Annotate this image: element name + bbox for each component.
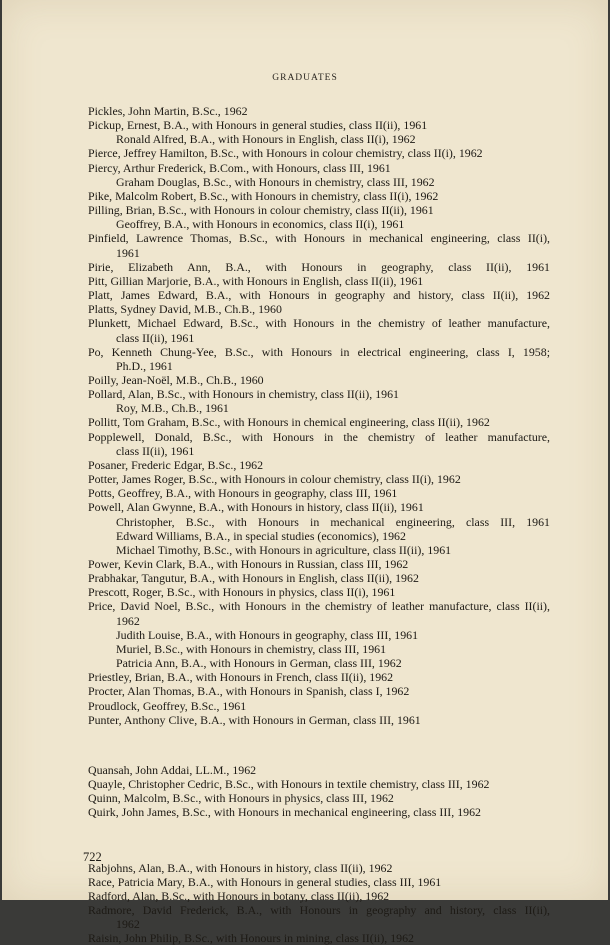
graduate-sub-entry: Graham Douglas, B.Sc., with Honours in chemistry, class III, 1962 [88,175,550,189]
letter-section [88,104,550,727]
graduate-entry: Potts, Geoffrey, B.A., with Honours in geography, class III, 1961 [88,486,550,500]
graduate-entry: Powell, Alan Gwynne, B.A., with Honours in history, class II(ii), 1961 [88,500,550,514]
graduate-entry: Poilly, Jean-Noël, M.B., Ch.B., 1960 [88,373,550,387]
graduate-entry: Proudlock, Geoffrey, B.Sc., 1961 [88,699,550,713]
graduate-entry: Power, Kevin Clark, B.A., with Honours in Russian, class III, 1962 [88,557,550,571]
graduate-entry: Race, Patricia Mary, B.A., with Honours in general studies, class III, 1961 [88,875,550,889]
graduate-entry: Pollard, Alan, B.Sc., with Honours in chemistry, class II(ii), 1961 [88,387,550,401]
graduate-entry: Posaner, Frederic Edgar, B.Sc., 1962 [88,458,550,472]
graduate-entry-continuation: class II(ii), 1961 [88,331,550,345]
graduate-entry: Radford, Alan, B.Sc., with Honours in botany, class II(ii), 1962 [88,889,550,903]
graduate-entry: Prescott, Roger, B.Sc., with Honours in physics, class II(i), 1961 [88,585,550,599]
graduate-entry: Prabhakar, Tangutur, B.A., with Honours in English, class II(ii), 1962 [88,571,550,585]
graduates-list [88,104,550,945]
page-number: 722 [83,850,102,865]
graduate-entry: Quirk, John James, B.Sc., with Honours in mechanical engineering, class III, 1962 [88,805,550,819]
graduate-entry: Priestley, Brian, B.A., with Honours in French, class II(ii), 1962 [88,670,550,684]
graduate-sub-entry: Geoffrey, B.A., with Honours in economics, class II(i), 1961 [88,217,550,231]
graduate-entry: Po, Kenneth Chung-Yee, B.Sc., with Honours in electrical engineering, class I, 1958; [88,345,550,359]
graduate-entry: Radmore, David Frederick, B.A., with Honours in geography and history, class II(ii), [88,903,550,917]
graduate-entry-continuation: 1961 [88,246,550,260]
graduate-entry-continuation: class II(ii), 1961 [88,444,550,458]
graduate-entry-continuation: 1962 [88,917,550,931]
graduate-entry: Rabjohns, Alan, B.A., with Honours in history, class II(ii), 1962 [88,861,550,875]
graduate-entry: Pinfield, Lawrence Thomas, B.Sc., with Honours in mechanical engineering, class II(i), [88,231,550,245]
section-gap [88,727,550,763]
graduate-sub-entry: Michael Timothy, B.Sc., with Honours in agriculture, class II(ii), 1961 [88,543,550,557]
graduate-entry: Pollitt, Tom Graham, B.Sc., with Honours in chemical engineering, class II(ii), 1962 [88,415,550,429]
graduate-sub-entry: Muriel, B.Sc., with Honours in chemistry, class III, 1961 [88,642,550,656]
graduate-entry: Pickup, Ernest, B.A., with Honours in general studies, class II(ii), 1961 [88,118,550,132]
graduate-entry-continuation: 1962 [88,614,550,628]
graduate-entry: Platt, James Edward, B.A., with Honours in geography and history, class II(ii), 1962 [88,288,550,302]
section-gap [88,820,550,861]
document-page [2,0,608,900]
graduate-entry: Popplewell, Donald, B.Sc., with Honours in the chemistry of leather manufacture, [88,430,550,444]
page-header: GRADUATES [2,73,608,83]
graduate-entry: Quayle, Christopher Cedric, B.Sc., with Honours in textile chemistry, class III, 1962 [88,777,550,791]
graduate-entry: Platts, Sydney David, M.B., Ch.B., 1960 [88,302,550,316]
graduate-sub-entry: Roy, M.B., Ch.B., 1961 [88,401,550,415]
graduate-entry-continuation: Ph.D., 1961 [88,359,550,373]
graduate-entry: Procter, Alan Thomas, B.A., with Honours in Spanish, class I, 1962 [88,684,550,698]
graduate-sub-entry: Patricia Ann, B.A., with Honours in German, class III, 1962 [88,656,550,670]
graduate-entry: Plunkett, Michael Edward, B.Sc., with Honours in the chemistry of leather manufacture, [88,316,550,330]
graduate-sub-entry: Ronald Alfred, B.A., with Honours in English, class II(i), 1962 [88,132,550,146]
graduate-entry: Pierce, Jeffrey Hamilton, B.Sc., with Honours in colour chemistry, class II(i), 1962 [88,146,550,160]
graduate-entry: Potter, James Roger, B.Sc., with Honours in colour chemistry, class II(i), 1962 [88,472,550,486]
graduate-sub-entry: Edward Williams, B.A., in special studies (economics), 1962 [88,529,550,543]
graduate-entry: Quansah, John Addai, LL.M., 1962 [88,763,550,777]
graduate-sub-entry: Christopher, B.Sc., with Honours in mechanical engineering, class III, 1961 [88,515,550,529]
letter-section [88,763,550,820]
graduate-entry: Quinn, Malcolm, B.Sc., with Honours in physics, class III, 1962 [88,791,550,805]
graduate-entry: Pitt, Gillian Marjorie, B.A., with Honours in English, class II(ii), 1961 [88,274,550,288]
graduate-entry: Pickles, John Martin, B.Sc., 1962 [88,104,550,118]
graduate-sub-entry: Judith Louise, B.A., with Honours in geography, class III, 1961 [88,628,550,642]
graduate-entry: Punter, Anthony Clive, B.A., with Honours in German, class III, 1961 [88,713,550,727]
graduate-entry: Pilling, Brian, B.Sc., with Honours in colour chemistry, class II(ii), 1961 [88,203,550,217]
letter-section [88,861,550,945]
graduate-entry: Raisin, John Philip, B.Sc., with Honours in mining, class II(ii), 1962 [88,931,550,945]
graduate-entry: Pirie, Elizabeth Ann, B.A., with Honours in geography, class II(ii), 1961 [88,260,550,274]
graduate-entry: Pike, Malcolm Robert, B.Sc., with Honours in chemistry, class II(i), 1962 [88,189,550,203]
graduate-entry: Piercy, Arthur Frederick, B.Com., with Honours, class III, 1961 [88,161,550,175]
graduate-entry: Price, David Noel, B.Sc., with Honours in the chemistry of leather manufacture, class II(ii), [88,599,550,613]
